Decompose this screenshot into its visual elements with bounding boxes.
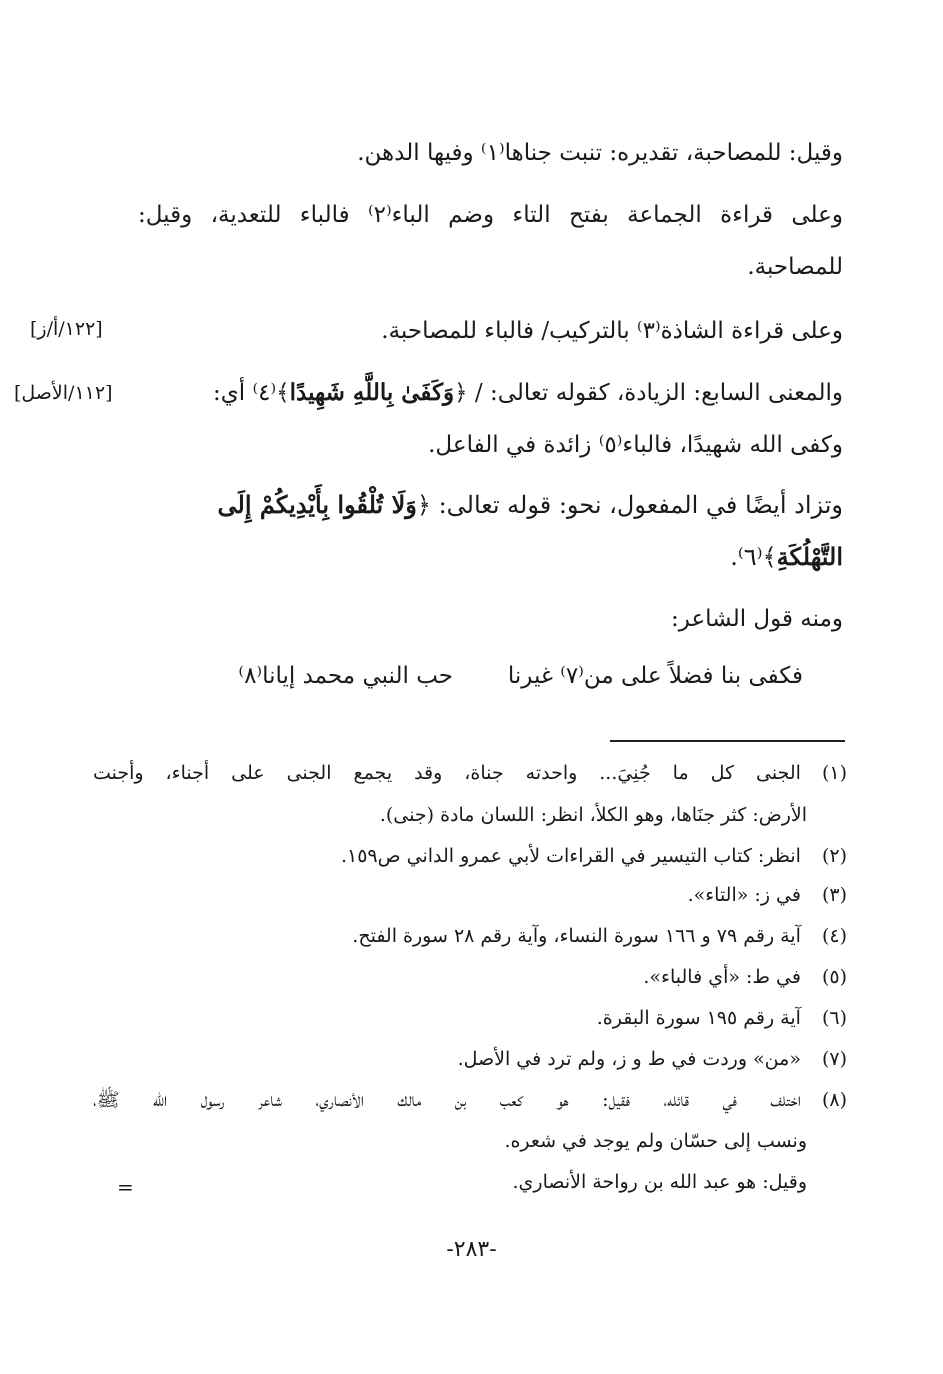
footnote-number: (٦): [821, 1007, 847, 1029]
quran-verse: وَكَفَىٰ بِاللَّهِ شَهِيدًا: [289, 379, 455, 406]
paragraph-1: وقيل: للمصاحبة، تقديره: تنبت جناها⁽١⁾ وفيها الدهن.: [357, 140, 843, 166]
footnote-number: (٨): [821, 1089, 847, 1111]
footnote-5: [643, 962, 847, 992]
footnote-number: (٢): [821, 845, 847, 867]
footnote-number: (١): [821, 762, 847, 784]
footnote-text: آية رقم ٧٩ و ١٦٦ سورة النساء، وآية رقم ٢٨ سورة الفتح.: [352, 925, 801, 947]
poem-verse-first-hemistich: فكفى بنا فضلاً على من⁽٧⁾ غيرنا: [507, 663, 803, 689]
paragraph-4-line-2: وكفى الله شهيدًا، فالباء⁽٥⁾ زائدة في الفاعل.: [428, 432, 843, 458]
footnote-text: آية رقم ١٩٥ سورة البقرة.: [596, 1007, 801, 1029]
quran-verse-part-2: التَّهْلُكَةِ: [776, 542, 843, 571]
quran-close: ﴾⁽٤⁾ أي:: [213, 380, 290, 406]
footnote-8-continuation-1: ونسب إلى حسّان ولم يوجد في شعره.: [504, 1130, 807, 1152]
paragraph-2-line-2: للمصاحبة.: [747, 254, 843, 280]
footnote-number: (٣): [821, 884, 847, 906]
paragraph-4-line-1: [213, 376, 843, 410]
margin-reference-z: [١٢٢/أ/ز]: [30, 318, 103, 340]
continuation-mark: =: [117, 1175, 134, 1199]
paragraph-2-line-1: وعلى قراءة الجماعة بفتح التاء وضم الباء⁽٢⁾ فالباء للتعدية، وقيل:: [138, 202, 843, 228]
footnote-8: [93, 1085, 847, 1115]
paragraph-3: وعلى قراءة الشاذة⁽٣⁾ بالتركيب/ فالباء للمصاحبة.: [381, 318, 843, 344]
footnote-text: اختلف في قائله، فقيل: هو كعب بن مالك الأنصاري، شاعر رسول الله ﷺ،: [92, 1089, 801, 1111]
text-before-verse: وتزاد أيضًا في المفعول، نحو: قوله تعالى: ﴿: [416, 491, 843, 519]
footnote-1-continuation: الأرض: كثر جنَاها، وهو الكلأ، انظر: اللسان مادة (جنى).: [379, 804, 807, 826]
footnote-number: (٥): [821, 966, 847, 988]
footnote-3: [688, 880, 847, 910]
footnote-text: «من» وردت في ط و ز، ولم ترد في الأصل.: [457, 1048, 801, 1070]
footnote-text: الجنى كل ما جُنِيَ... واحدته جناة، وقد يجمع الجنى على أجناء، وأجنت: [92, 762, 801, 784]
page-number: -٢٨٣-: [446, 1237, 497, 1262]
quran-verse-part-1: وَلَا تُلْقُوا بِأَيْدِيكُمْ إِلَى: [217, 490, 417, 519]
footnote-6: [597, 1003, 847, 1033]
paragraph-6: ومنه قول الشاعر:: [671, 606, 843, 632]
footnote-8-continuation-2: وقيل: هو عبد الله بن رواحة الأنصاري.: [512, 1171, 807, 1193]
footnote-text: انظر: كتاب التيسير في القراءات لأبي عمرو الداني ص١٥٩.: [340, 845, 801, 867]
quran-close: ﴾⁽٦⁾.: [730, 543, 777, 571]
footnote-text: في ز: «التاء».: [687, 884, 801, 906]
paragraph-5-line-2: [730, 540, 843, 574]
footnote-1: [93, 758, 847, 788]
paragraph-5-line-1: [218, 488, 843, 522]
footnote-4: [352, 921, 847, 951]
footnote-separator: [610, 740, 845, 742]
quran-open: والمعنى السابع: الزيادة، كقوله تعالى: / ﴿: [454, 380, 843, 406]
footnote-7: [458, 1044, 847, 1074]
footnote-number: (٧): [821, 1048, 847, 1070]
footnote-number: (٤): [821, 925, 847, 947]
poem-verse-second-hemistich: حب النبي محمد إيانا⁽٨⁾: [238, 663, 453, 689]
footnote-2: [341, 841, 847, 871]
footnote-text: في ط: «أي فالباء».: [643, 966, 801, 988]
margin-reference-asl: [١١٢/الأصل]: [14, 382, 113, 404]
